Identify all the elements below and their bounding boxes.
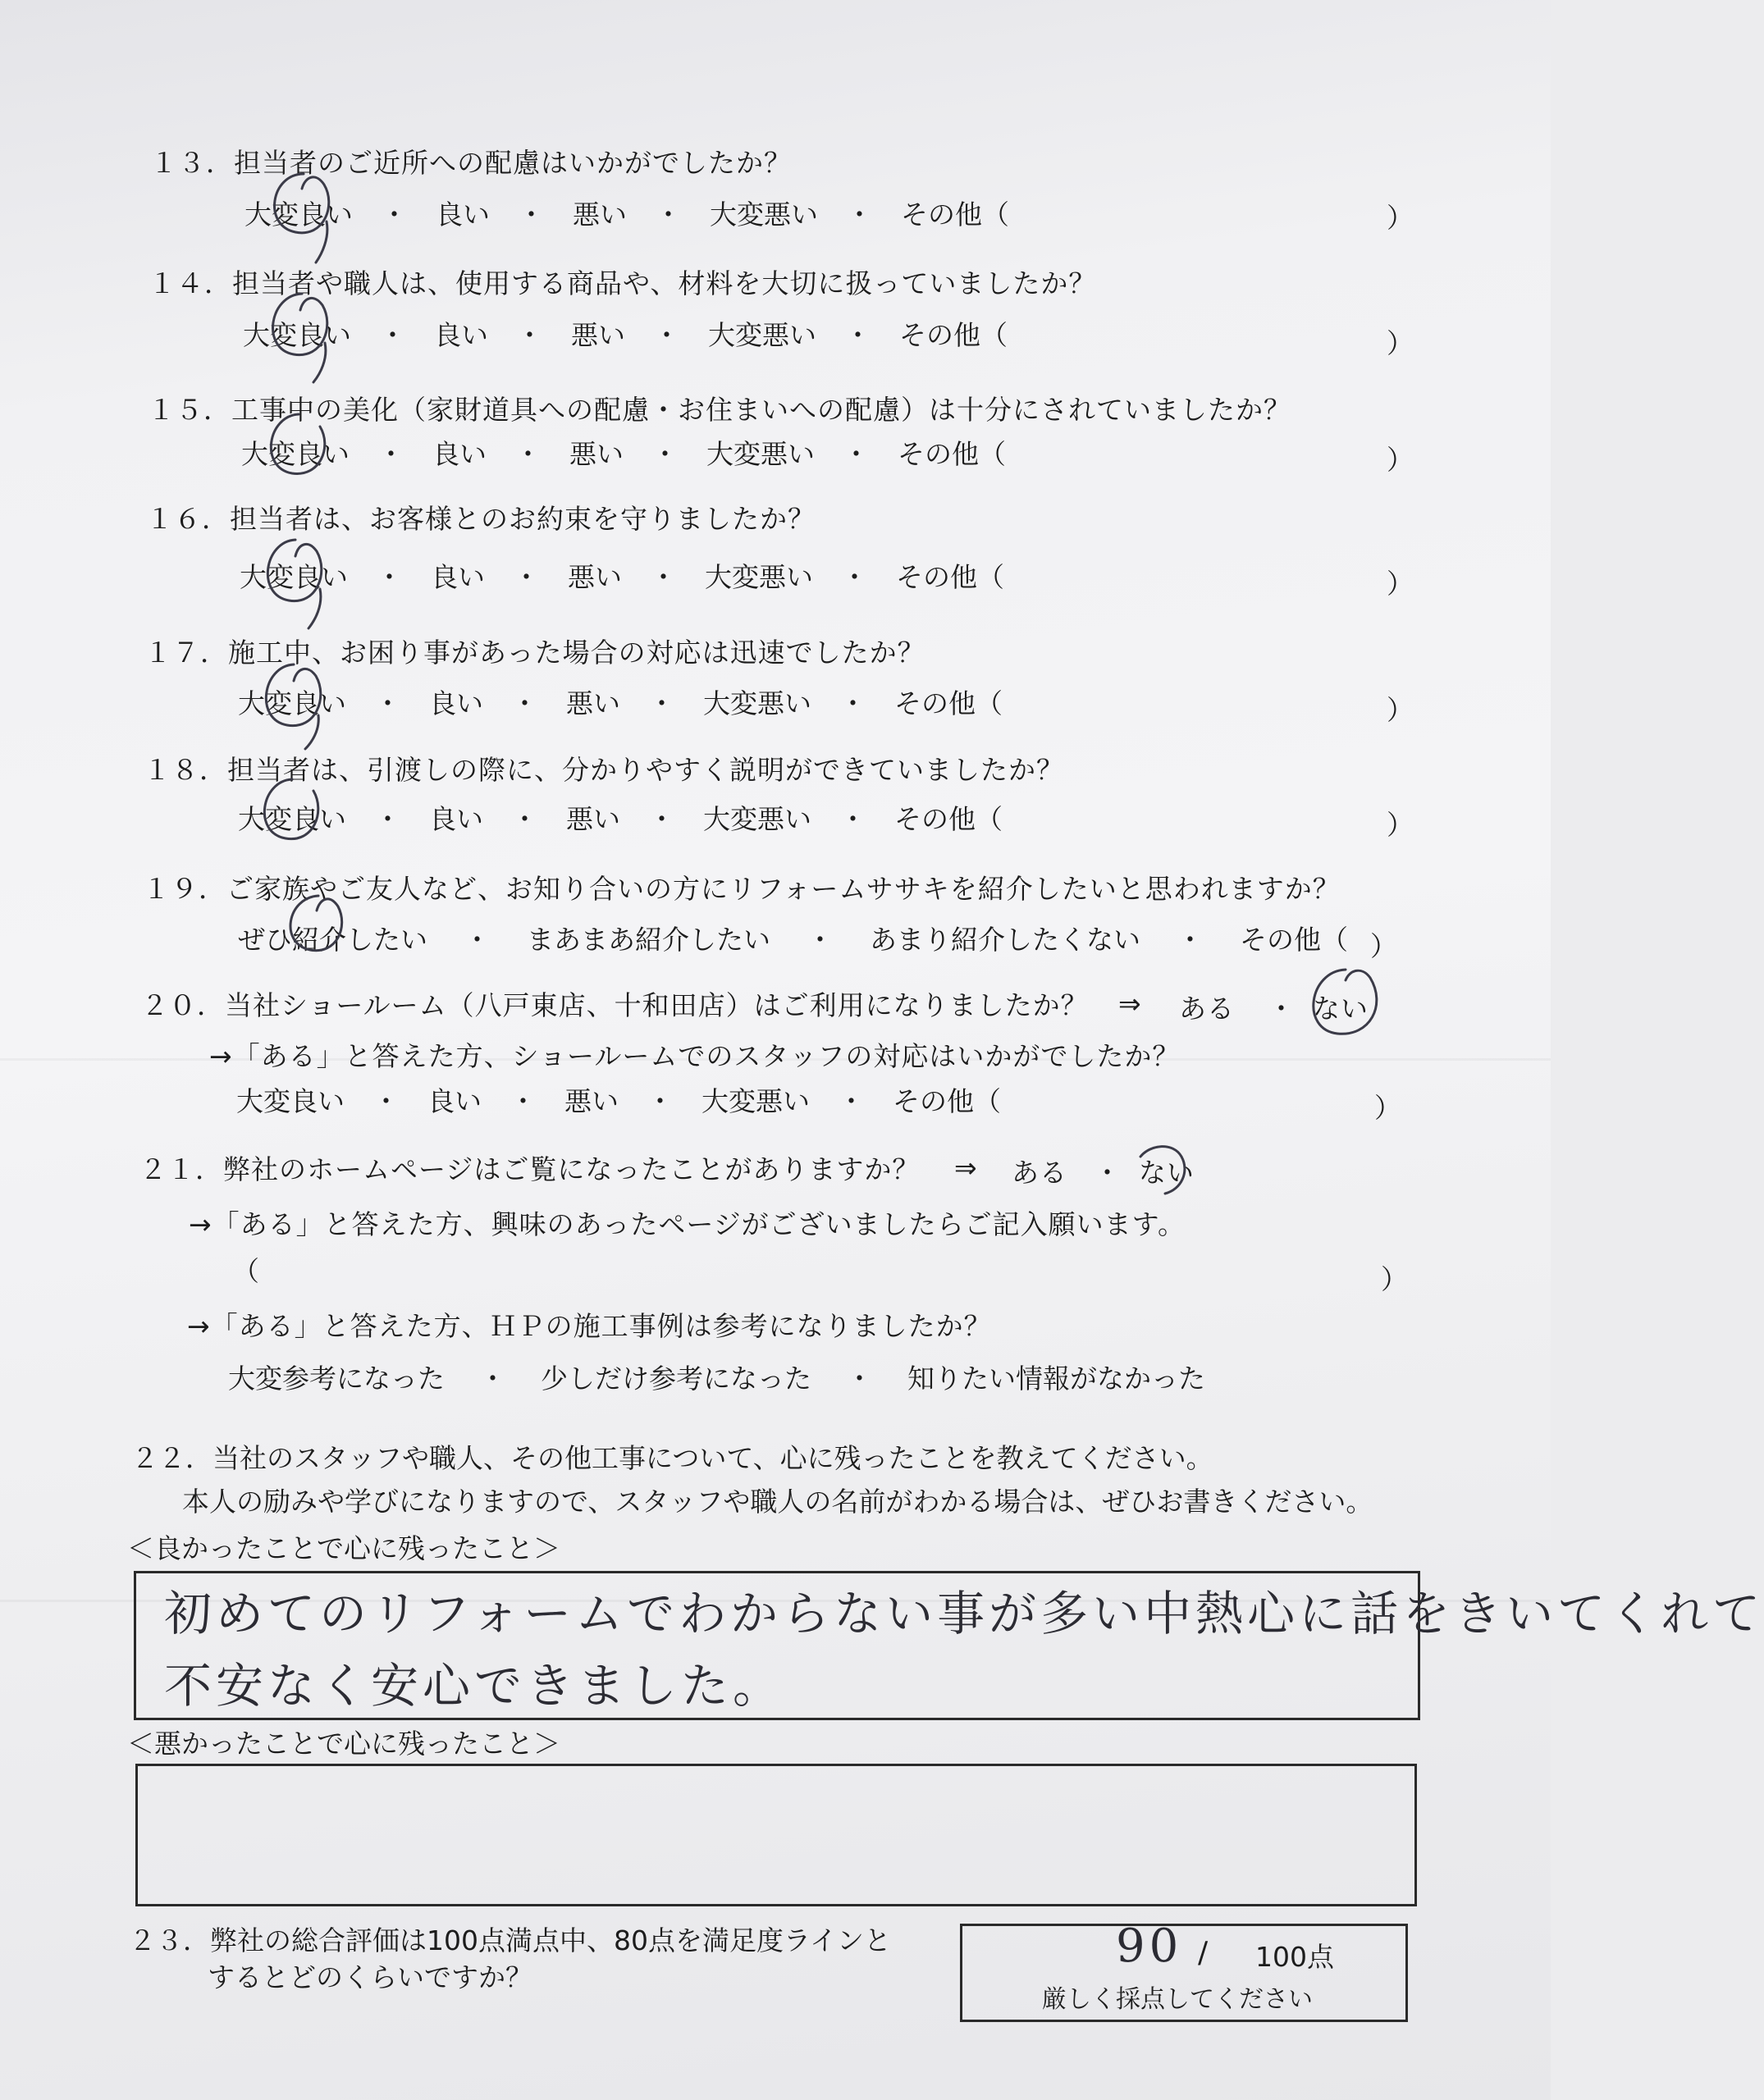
option-very-good[interactable]: 大変良い [240, 561, 348, 593]
option-other[interactable]: その他（ [896, 561, 1004, 593]
good-points-handwriting-line2: 不安なく安心できました。 [164, 1658, 785, 1714]
option-bad[interactable]: 悪い [568, 561, 622, 593]
score-max: 100点 [1255, 1941, 1334, 1973]
other-close-paren: ） [1387, 327, 1414, 359]
option-good[interactable]: 良い [431, 561, 485, 593]
question-19: １９．ご家族やご友人など、お知り合いの方にリフォームササキを紹介したいと思われますか？ [143, 873, 1341, 905]
circle-mark-q13 [275, 174, 329, 262]
q21-close-paren: ） [1381, 1263, 1409, 1295]
q20-option-yes[interactable]: ある [1179, 993, 1235, 1025]
option-very-good[interactable]: 大変良い [241, 438, 350, 470]
option-very-bad[interactable]: 大変悪い [710, 199, 818, 231]
circle-mark-q16 [267, 540, 321, 628]
q21-followup-2: →「ある」と答えた方、ＨＰの施工事例は参考になりましたか？ [187, 1310, 992, 1342]
q20-arrow: ⇒ [1118, 988, 1142, 1020]
question-20: ２０．当社ショールーム（八戸東店、十和田店）はご利用になりましたか？ [141, 989, 1089, 1021]
bad-points-label: ＜悪かったことで心に残ったこと＞ [127, 1728, 560, 1760]
option-other[interactable]: その他（ [901, 199, 1009, 231]
rating-options-17: 大変良い ・ 良い ・ 悪い ・ 大変悪い ・ その他（ [238, 682, 1003, 721]
good-points-handwriting-line1: 初めてのリフォームでわからない事が多い中熱心に話をきいてくれて [164, 1586, 1764, 1641]
rating-options-18: 大変良い ・ 良い ・ 悪い ・ 大変悪い ・ その他（ [238, 798, 1003, 837]
other-close-paren: ） [1387, 694, 1414, 726]
option-good[interactable]: 良い [427, 1085, 482, 1117]
option-other[interactable]: その他（ [899, 319, 1008, 351]
option-definitely-refer[interactable]: ぜひ紹介したい [238, 924, 427, 956]
q21-dot: ・ [1094, 1157, 1122, 1189]
option-good[interactable]: 良い [434, 319, 488, 351]
q21-open-paren: （ [232, 1255, 260, 1287]
other-close-paren: ） [1374, 1092, 1401, 1124]
option-other[interactable]: その他（ [1240, 924, 1348, 956]
circle-mark-q14 [273, 294, 327, 382]
option-very-good[interactable]: 大変良い [236, 1085, 345, 1117]
option-other[interactable]: その他（ [894, 803, 1003, 835]
q21-followup-1: →「ある」と答えた方、興味のあったページがございましたらご記入願います。 [189, 1208, 1186, 1240]
question-15: １５．工事中の美化（家財道具への配慮・お住まいへの配慮）は十分にされていましたか？ [148, 394, 1291, 426]
option-good[interactable]: 良い [429, 803, 483, 835]
option-bad[interactable]: 悪い [569, 438, 624, 470]
option-no-info[interactable]: 知りたい情報がなかった [907, 1363, 1205, 1395]
other-close-paren: ） [1387, 202, 1414, 234]
circle-mark-q18 [264, 779, 318, 839]
rating-options-20: 大変良い ・ 良い ・ 悪い ・ 大変悪い ・ その他（ [236, 1080, 1001, 1119]
question-16: １６．担当者は、お客様とのお約束を守りましたか？ [146, 503, 816, 535]
option-very-good[interactable]: 大変良い [244, 199, 353, 231]
q21-arrow: ⇒ [954, 1152, 978, 1184]
rating-options-15: 大変良い ・ 良い ・ 悪い ・ 大変悪い ・ その他（ [241, 433, 1006, 472]
option-very-bad[interactable]: 大変悪い [706, 438, 815, 470]
other-close-paren: ） [1387, 809, 1414, 841]
rating-options-16: 大変良い ・ 良い ・ 悪い ・ 大変悪い ・ その他（ [240, 556, 1004, 595]
good-points-label: ＜良かったことで心に残ったこと＞ [127, 1532, 560, 1564]
option-good[interactable]: 良い [436, 199, 490, 231]
q20-followup: →「ある」と答えた方、ショールームでのスタッフの対応はいかがでしたか？ [209, 1040, 1181, 1072]
option-somewhat-refer[interactable]: まあまあ紹介したい [527, 924, 770, 956]
score-slash: / [1198, 1936, 1209, 1970]
option-slightly-helpful[interactable]: 少しだけ参考になった [541, 1363, 811, 1395]
rating-options-14: 大変良い ・ 良い ・ 悪い ・ 大変悪い ・ その他（ [243, 314, 1008, 353]
option-not-really-refer[interactable]: あまり紹介したくない [870, 924, 1140, 956]
option-other[interactable]: その他（ [898, 438, 1006, 470]
option-very-bad[interactable]: 大変悪い [701, 1085, 810, 1117]
option-other[interactable]: その他（ [893, 1085, 1001, 1117]
circle-mark-q19 [290, 896, 342, 951]
option-very-good[interactable]: 大変良い [243, 319, 351, 351]
other-close-paren: ） [1387, 444, 1414, 476]
option-other[interactable]: その他（ [894, 687, 1003, 719]
other-close-paren: ） [1387, 568, 1414, 600]
question-23: ２３．弊社の総合評価は100点満点中、80点を満足度ラインと [129, 1924, 891, 1956]
question-22-note: 本人の励みや学びになりますので、スタッフや職人の名前がわかる場合は、ぜひお書きください。 [182, 1486, 1373, 1518]
circle-mark-q17 [266, 664, 320, 749]
question-21: ２１．弊社のホームページはご覧になったことがありますか？ [139, 1153, 921, 1185]
question-14: １４．担当者や職人は、使用する商品や、材料を大切に扱っていましたか？ [149, 267, 1097, 299]
option-very-helpful[interactable]: 大変参考になった [228, 1363, 445, 1395]
option-very-bad[interactable]: 大変悪い [703, 687, 811, 719]
question-17: １７．施工中、お困り事があった場合の対応は迅速でしたか？ [144, 637, 925, 669]
q21-option-no[interactable]: ない [1139, 1157, 1195, 1189]
option-bad[interactable]: 悪い [566, 687, 620, 719]
reference-options-21: 大変参考になった ・ 少しだけ参考になった ・ 知りたい情報がなかった [228, 1358, 1205, 1396]
question-22: ２２．当社のスタッフや職人、その他工事について、心に残ったことを教えてください。 [131, 1442, 1213, 1474]
q20-option-no[interactable]: ない [1313, 993, 1369, 1025]
question-23-line2: するとどのくらいですか？ [208, 1961, 532, 1993]
option-bad[interactable]: 悪い [571, 319, 625, 351]
question-13: １３．担当者のご近所への配慮はいかがでしたか？ [150, 147, 792, 179]
option-very-good[interactable]: 大変良い [238, 803, 346, 835]
option-very-good[interactable]: 大変良い [238, 687, 346, 719]
circle-mark-q15 [271, 414, 324, 473]
q21-option-yes[interactable]: ある [1012, 1157, 1067, 1189]
option-very-bad[interactable]: 大変悪い [703, 803, 811, 835]
q20-dot: ・ [1268, 993, 1296, 1025]
referral-options-19: ぜひ紹介したい ・ まあまあ紹介したい ・ あまり紹介したくない ・ その他（ [238, 919, 1348, 957]
option-bad[interactable]: 悪い [573, 199, 627, 231]
circle-mark-q20-no [1314, 970, 1377, 1034]
option-bad[interactable]: 悪い [566, 803, 620, 835]
option-bad[interactable]: 悪い [564, 1085, 619, 1117]
other-close-paren: ） [1370, 930, 1397, 962]
option-good[interactable]: 良い [429, 687, 483, 719]
score-value: 90 [1116, 1920, 1183, 1973]
rating-options-13: 大変良い ・ 良い ・ 悪い ・ 大変悪い ・ その他（ [244, 194, 1009, 232]
question-18: １８．担当者は、引渡しの際に、分かりやすく説明ができていましたか？ [144, 754, 1064, 786]
score-note: 厳しく採点してください [1042, 1985, 1313, 2014]
option-good[interactable]: 良い [432, 438, 487, 470]
circle-mark-q21-no [1140, 1147, 1185, 1194]
option-very-bad[interactable]: 大変悪い [705, 561, 813, 593]
option-very-bad[interactable]: 大変悪い [708, 319, 816, 351]
